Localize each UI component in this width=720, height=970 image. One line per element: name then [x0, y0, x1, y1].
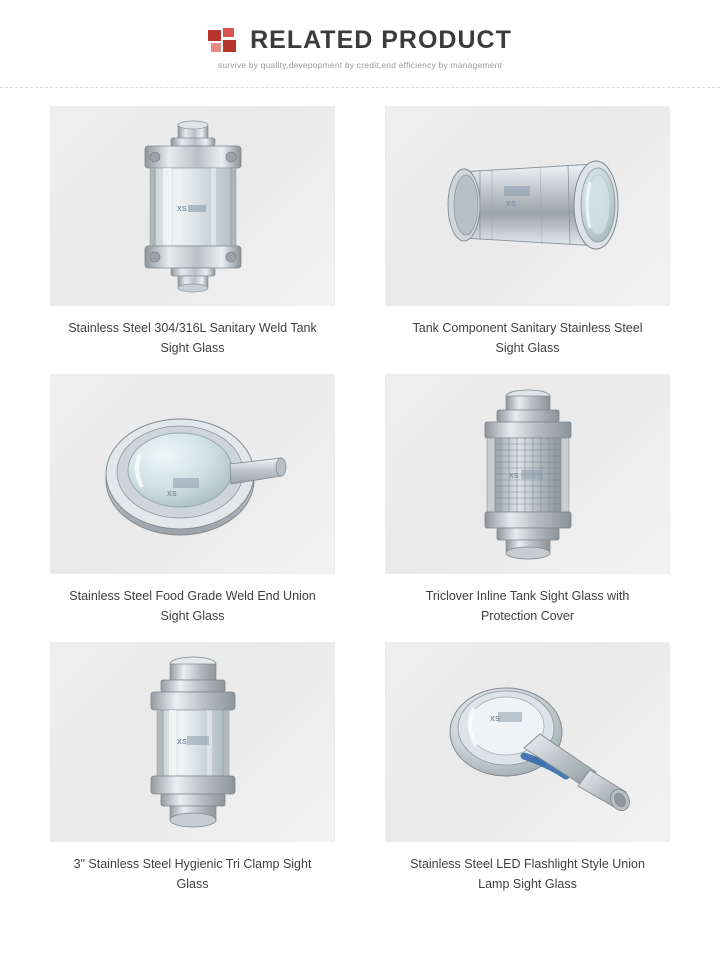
svg-text:XS: XS	[167, 490, 177, 498]
product-grid	[50, 106, 670, 894]
product-card[interactable]	[50, 106, 335, 358]
product-caption: Triclover Inline Tank Sight Glass with Protection Cover	[425, 589, 630, 623]
product-image-hygienic-tri-clamp-sight-glass[interactable]	[50, 642, 335, 842]
product-caption: Stainless Steel 304/316L Sanitary Weld Tank Sight Glass	[68, 321, 317, 355]
product-image-led-flashlight-union-lamp-sight-glass[interactable]	[385, 642, 670, 842]
four-squares-logo-icon	[208, 28, 238, 54]
product-card[interactable]	[50, 642, 335, 894]
product-card[interactable]	[385, 642, 670, 894]
page-title: RELATED PRODUCT	[250, 26, 512, 54]
page-header	[0, 0, 720, 88]
product-caption: 3" Stainless Steel Hygienic Tri Clamp Sight Glass	[73, 857, 312, 891]
title-row	[208, 26, 512, 55]
product-caption: Tank Component Sanitary Stainless Steel Sight Glass	[412, 321, 643, 355]
product-caption: Stainless Steel Food Grade Weld End Union Sight Glass	[69, 589, 316, 623]
product-image-sanitary-weld-tank-sight-glass[interactable]	[50, 106, 335, 306]
product-image-food-grade-weld-end-union-sight-glass[interactable]	[50, 374, 335, 574]
svg-text:XS: XS	[508, 473, 519, 480]
product-card[interactable]	[385, 374, 670, 626]
svg-text:XS: XS	[176, 205, 187, 213]
product-image-triclover-inline-sight-glass[interactable]	[385, 374, 670, 574]
product-card[interactable]	[385, 106, 670, 358]
svg-text:XS: XS	[490, 715, 500, 723]
product-caption: Stainless Steel LED Flashlight Style Union Lamp Sight Glass	[410, 857, 645, 891]
header-subtitle: survive by quality,devepopment by credit,end efficiency by management	[217, 60, 503, 70]
product-card[interactable]	[50, 374, 335, 626]
svg-text:XS: XS	[506, 201, 516, 208]
product-image-tank-component-union-sight-glass[interactable]	[385, 106, 670, 306]
header-inner	[208, 26, 512, 70]
header-divider	[0, 87, 720, 88]
svg-text:XS: XS	[176, 739, 187, 746]
